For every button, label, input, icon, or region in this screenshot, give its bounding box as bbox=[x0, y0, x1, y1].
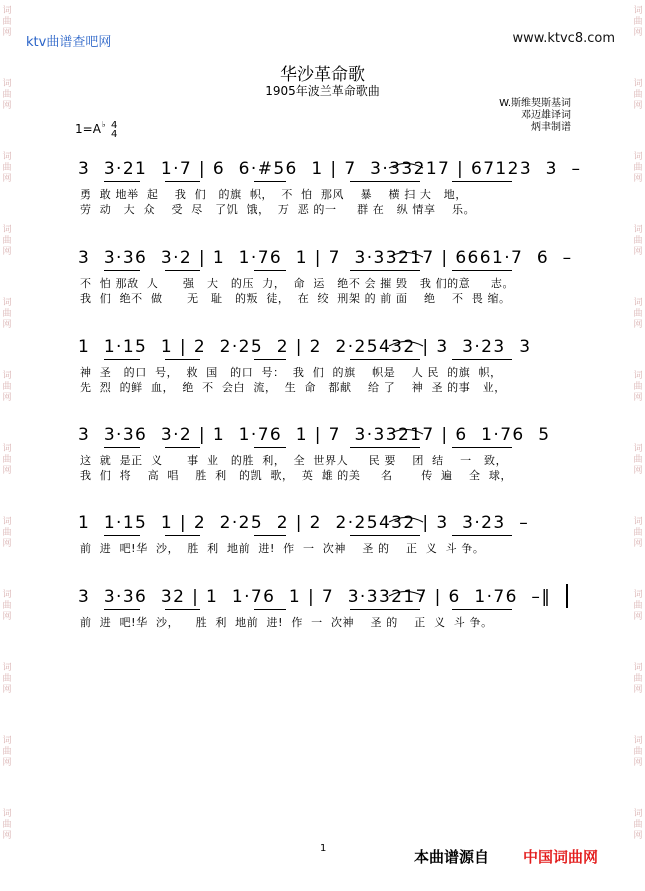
beam-underline bbox=[262, 535, 282, 536]
watermark-glyph: 曲 bbox=[2, 163, 12, 173]
lyric-verse-2: 我 们 将 高 唱 胜 利 的凯 歌， 英 雄 的美 名 传 遍 全 球， bbox=[80, 469, 513, 482]
beam-underline bbox=[452, 609, 512, 610]
notes: 1 1·15 1 | 2 2·25 2 | 2 2·25432 | 3 3·23 3 bbox=[78, 337, 539, 357]
beam-underline bbox=[262, 270, 282, 271]
beam-underline bbox=[104, 270, 140, 271]
watermark-glyph: 曲 bbox=[633, 528, 643, 538]
watermark-glyph: 曲 bbox=[2, 674, 12, 684]
watermark-glyph: 词 bbox=[633, 152, 643, 162]
watermark-glyph: 词 bbox=[2, 371, 12, 381]
watermark-glyph: 网 bbox=[2, 831, 12, 841]
watermark-glyph: 网 bbox=[633, 539, 643, 549]
beam-underline bbox=[178, 359, 200, 360]
beam-underline bbox=[104, 447, 140, 448]
watermark-glyph: 词 bbox=[2, 298, 12, 308]
translator-credit: 邓迈雄译词 bbox=[521, 110, 571, 121]
watermark-glyph: 词 bbox=[633, 590, 643, 600]
watermark-glyph: 词 bbox=[2, 736, 12, 746]
lyric-verse-1: 神 圣 的口 号， 救 国 的口 号： 我 们 的旗 帜是 人 民 的旗 帜， bbox=[80, 366, 502, 379]
beam-underline bbox=[370, 535, 420, 536]
watermark-glyph: 网 bbox=[633, 758, 643, 768]
watermark-glyph: 曲 bbox=[633, 747, 643, 757]
watermark-glyph: 曲 bbox=[633, 17, 643, 27]
lyric-chorus: 前 进 吧!华 沙， 胜 利 地前 进! 作 一 次神 圣 的 正 义 斗 争。 bbox=[80, 616, 493, 629]
beam-underline bbox=[370, 359, 420, 360]
watermark-glyph: 曲 bbox=[2, 747, 12, 757]
notes: 3 3·36 3·2 | 1 1·76 1 | 7 3·33217 | 6661·7 6 – bbox=[78, 248, 580, 268]
flat-sign: ♭ bbox=[101, 120, 106, 129]
notes: 3 3·36 3·2 | 1 1·76 1 | 7 3·33217 | 6 1·76 5 bbox=[78, 425, 558, 445]
score-line-2 bbox=[0, 248, 645, 328]
network-name[interactable]: 中国词曲网 bbox=[523, 848, 599, 866]
watermark-glyph: 曲 bbox=[2, 17, 12, 27]
beam-underline bbox=[370, 270, 420, 271]
watermark-glyph: 曲 bbox=[2, 601, 12, 611]
slur-mark bbox=[388, 332, 424, 351]
score-line-5 bbox=[0, 513, 645, 593]
beam-underline bbox=[104, 359, 140, 360]
watermark-glyph: 网 bbox=[633, 101, 643, 111]
credits bbox=[499, 98, 571, 134]
watermark-glyph: 词 bbox=[2, 809, 12, 819]
watermark-glyph: 曲 bbox=[633, 236, 643, 246]
watermark-glyph: 词 bbox=[633, 6, 643, 16]
watermark-glyph: 网 bbox=[2, 28, 12, 38]
watermark-glyph: 网 bbox=[2, 685, 12, 695]
lyric-verse-1: 这 就 是正 义 事 业 的胜 利， 全 世界人 民 要 团 结 一 致， bbox=[80, 454, 508, 467]
watermark-glyph: 网 bbox=[2, 320, 12, 330]
watermark-glyph: 词 bbox=[633, 298, 643, 308]
watermark-glyph: 词 bbox=[2, 590, 12, 600]
key-signature bbox=[75, 122, 106, 136]
lyric-verse-2: 先 烈 的鲜 血， 绝 不 会白 流， 生 命 都献 给 了 神 圣 的事 业， bbox=[80, 381, 506, 394]
site-url-right[interactable]: www.ktvc8.com bbox=[512, 31, 615, 46]
beam-underline bbox=[370, 181, 420, 182]
song-subtitle: 1905年波兰革命歌曲 bbox=[265, 84, 380, 98]
page-number: 1 bbox=[320, 843, 327, 854]
notes: 3 3·21 1·7 | 6 6·#56 1 | 7 3·33217 | 67123 3 – bbox=[78, 159, 589, 179]
watermark-glyph: 词 bbox=[633, 809, 643, 819]
beam-underline bbox=[370, 447, 420, 448]
beam-underline bbox=[178, 447, 200, 448]
watermark-glyph: 曲 bbox=[2, 455, 12, 465]
beam-underline bbox=[452, 535, 512, 536]
score-line-3 bbox=[0, 337, 645, 417]
score-line-1 bbox=[0, 159, 645, 239]
beam-underline bbox=[104, 181, 140, 182]
lyric-verse-2: 劳 动 大 众 受 尽 了饥 饿， 万 恶 的一 群 在 纵 情享 乐。 bbox=[80, 203, 476, 216]
slur-mark bbox=[388, 420, 424, 439]
watermark-glyph: 网 bbox=[2, 758, 12, 768]
watermark-glyph: 网 bbox=[633, 831, 643, 841]
watermark-glyph: 网 bbox=[633, 393, 643, 403]
watermark-glyph: 词 bbox=[2, 444, 12, 454]
beam-underline bbox=[370, 609, 420, 610]
lyricist-credit: W.斯维契斯基词 bbox=[499, 98, 571, 109]
watermark-glyph: 曲 bbox=[2, 820, 12, 830]
score-line-6 bbox=[0, 587, 645, 667]
song-title: 华沙革命歌 bbox=[280, 65, 365, 85]
score-line-4 bbox=[0, 425, 645, 505]
watermark-glyph: 曲 bbox=[2, 309, 12, 319]
watermark-glyph: 网 bbox=[2, 612, 12, 622]
lyric-chorus: 前 进 吧!华 沙， 胜 利 地前 进! 作 一 次神 圣 的 正 义 斗 争。 bbox=[80, 542, 485, 555]
notes: 1 1·15 1 | 2 2·25 2 | 2 2·25432 | 3 3·23 – bbox=[78, 513, 536, 533]
watermark-glyph: 曲 bbox=[633, 382, 643, 392]
watermark-glyph: 网 bbox=[2, 247, 12, 257]
watermark-glyph: 词 bbox=[633, 225, 643, 235]
watermark-glyph: 网 bbox=[633, 612, 643, 622]
watermark-glyph: 曲 bbox=[633, 90, 643, 100]
key-label: 1=A bbox=[75, 122, 101, 136]
time-signature bbox=[111, 121, 117, 139]
watermark-glyph: 词 bbox=[2, 6, 12, 16]
source-label: 本曲谱源自 bbox=[414, 848, 490, 866]
watermark-glyph: 词 bbox=[633, 663, 643, 673]
watermark-glyph: 网 bbox=[2, 393, 12, 403]
lyric-verse-1: 勇 敢 地举 起 我 们 的旗 帜， 不 怕 那风 暴 横 扫 大 地， bbox=[80, 188, 467, 201]
watermark-glyph: 词 bbox=[2, 517, 12, 527]
watermark-glyph: 网 bbox=[633, 320, 643, 330]
beam-underline bbox=[452, 181, 512, 182]
slur-mark bbox=[388, 243, 424, 262]
time-top: 4 bbox=[111, 120, 118, 131]
watermark-glyph: 词 bbox=[633, 444, 643, 454]
watermark-glyph: 词 bbox=[633, 736, 643, 746]
watermark-glyph: 网 bbox=[633, 174, 643, 184]
watermark-glyph: 曲 bbox=[2, 90, 12, 100]
watermark-glyph: 曲 bbox=[633, 820, 643, 830]
beam-underline bbox=[452, 270, 512, 271]
watermark-glyph: 网 bbox=[2, 539, 12, 549]
notes: 3 3·36 32 | 1 1·76 1 | 7 3·33217 | 6 1·76 –‖ bbox=[78, 587, 552, 607]
beam-underline bbox=[178, 535, 200, 536]
beam-underline bbox=[262, 181, 282, 182]
watermark-glyph: 网 bbox=[633, 247, 643, 257]
beam-underline bbox=[452, 447, 512, 448]
beam-underline bbox=[178, 181, 200, 182]
watermark-glyph: 曲 bbox=[633, 674, 643, 684]
watermark-glyph: 网 bbox=[2, 466, 12, 476]
watermark-glyph: 网 bbox=[2, 101, 12, 111]
watermark-glyph: 曲 bbox=[633, 163, 643, 173]
watermark-glyph: 曲 bbox=[633, 455, 643, 465]
time-bottom: 4 bbox=[111, 129, 118, 140]
watermark-glyph: 词 bbox=[2, 152, 12, 162]
slur-mark bbox=[388, 582, 424, 601]
beam-underline bbox=[178, 270, 200, 271]
slur-mark bbox=[388, 508, 424, 527]
beam-underline bbox=[104, 609, 140, 610]
watermark-glyph: 网 bbox=[2, 174, 12, 184]
watermark-glyph: 曲 bbox=[2, 382, 12, 392]
beam-underline bbox=[262, 609, 282, 610]
lyric-verse-1: 不 怕 那敌 人 强 大 的压 力， 命 运 绝不 会 摧 毁 我 们的意 志。 bbox=[80, 277, 515, 290]
lyric-verse-2: 我 们 绝不 做 无 耻 的叛 徒， 在 绞 刑架 的 前 面 绝 不 畏 缩。 bbox=[80, 292, 511, 305]
watermark-glyph: 网 bbox=[633, 685, 643, 695]
slur-mark bbox=[388, 154, 424, 173]
watermark-glyph: 词 bbox=[2, 663, 12, 673]
score-maker-credit: 炳聿制谱 bbox=[531, 122, 571, 133]
beam-underline bbox=[262, 447, 282, 448]
watermark-glyph: 词 bbox=[633, 79, 643, 89]
watermark-glyph: 词 bbox=[633, 371, 643, 381]
watermark-glyph: 词 bbox=[633, 517, 643, 527]
watermark-glyph: 词 bbox=[2, 225, 12, 235]
beam-underline bbox=[452, 359, 512, 360]
watermark-glyph: 曲 bbox=[633, 309, 643, 319]
watermark-glyph: 网 bbox=[633, 466, 643, 476]
watermark-glyph: 曲 bbox=[633, 601, 643, 611]
watermark-glyph: 词 bbox=[2, 79, 12, 89]
watermark-glyph: 曲 bbox=[2, 236, 12, 246]
watermark-glyph: 网 bbox=[633, 28, 643, 38]
beam-underline bbox=[104, 535, 140, 536]
site-name-left[interactable]: ktv曲谱查吧网 bbox=[26, 35, 112, 50]
final-barline bbox=[566, 584, 568, 608]
watermark-glyph: 曲 bbox=[2, 528, 12, 538]
beam-underline bbox=[262, 359, 282, 360]
beam-underline bbox=[178, 609, 200, 610]
